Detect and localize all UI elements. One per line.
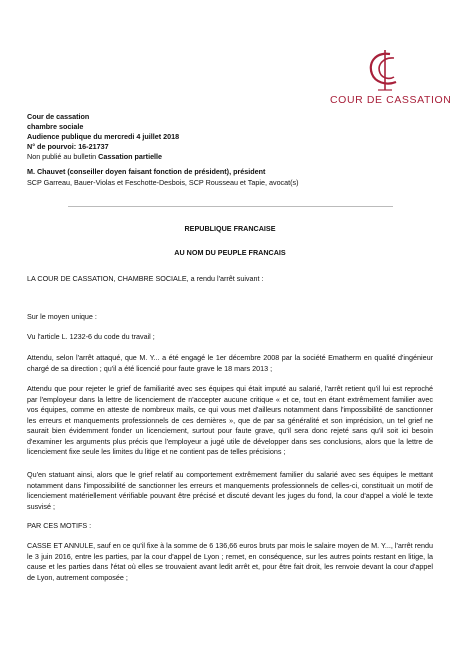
attendu-paragraph-2: Attendu que pour rejeter le grief de familiarité avec ses équipes qui était imputé au salarié, l'arrêt retient qu'il lui est reproché par l'employeur dans la lettre de licenciement de n'accepter aucune critique « et ce, tout en étant extrêmement familier avec vos équipes, comme en atteste de nombreux mails, ce qui vous met d'ailleurs notamment dans l'impossibilité de sanctionner les erreurs et manquements professionnels de ces dernières », que de par sa généralité et son imprécision, un tel grief ne saurait bien évidemment fonder un licenciement, surtout pour faute grave, qu'il sera donc rejeté sans qu'il soit ici besoin d'examiner les arguments plus précis que l'employeur a jugé utile de développer dans ses conclusions, alors que la lettre de licenciement fixe seule les limites du litige et ne contient pas de telles précisions ;: [27, 384, 433, 456]
republic-heading: REPUBLIQUE FRANCAISE: [184, 224, 276, 233]
chamber-name: chambre sociale: [27, 122, 84, 131]
president-line: M. Chauvet (conseiller doyen faisant fonction de président), président: [27, 167, 266, 176]
people-heading: AU NOM DU PEUPLE FRANCAIS: [174, 248, 286, 257]
publication-label: Non publié au bulletin: [27, 152, 99, 161]
logo-wordmark: COUR DE CASSATION: [330, 94, 452, 106]
lawyers-line: SCP Garreau, Bauer-Violas et Feschotte-Desbois, SCP Rousseau et Tapie, avocat(s): [27, 178, 299, 187]
intro-paragraph: LA COUR DE CASSATION, CHAMBRE SOCIALE, a rendu l'arrêt suivant :: [27, 274, 264, 283]
attendu-paragraph-1: Attendu, selon l'arrêt attaqué, que M. Y... a été engagé le 1er décembre 2008 par la société Ematherm en qualité d'ingénieur chargé de sa direction ; qu'il a été licencié pour faute grave le 18 mars 2013 ;: [27, 353, 433, 373]
decision-outcome: Cassation partielle: [98, 152, 163, 161]
casse-paragraph: CASSE ET ANNULE, sauf en ce qu'il fixe à la somme de 6 136,66 euros bruts par mois le salaire moyen de M. Y..., l'arrêt rendu le 3 juin 2016, entre les parties, par la cour d'appel de Lyon ; remet, en conséquence, sur les autres points restant en litige, la cause et les parties dans l'état où elles se trouvaient avant ledit arrêt et, pour être fait droit, les renvoie devant la cour d'appel de Lyon, autrement composée ;: [27, 541, 433, 582]
publication-line: [27, 152, 162, 163]
court-name: Cour de cassation: [27, 112, 90, 121]
court-logo: [330, 48, 452, 108]
appeal-number: N° de pourvoi: 16-21737: [27, 142, 109, 151]
hearing-date: Audience publique du mercredi 4 juillet 2018: [27, 132, 180, 141]
moyen-heading: Sur le moyen unique :: [27, 312, 97, 321]
motifs-heading: PAR CES MOTIFS :: [27, 521, 92, 530]
statuant-paragraph: Qu'en statuant ainsi, alors que le grief relatif au comportement extrêmement familier du salarié avec ses équipes le mettant notamment dans l'impossibilité de sanctionner les erreurs et manquements professionnels de celles-ci, constituait un motif de licenciement matériellement vérifiable pouvant être précisé et discuté devant les juges du fond, la cour d'appel a violé le texte susvisé ;: [27, 470, 433, 511]
header-divider: [68, 206, 393, 207]
article-reference: Vu l'article L. 1232-6 du code du travail ;: [27, 332, 155, 341]
court-emblem-icon: [360, 48, 410, 92]
